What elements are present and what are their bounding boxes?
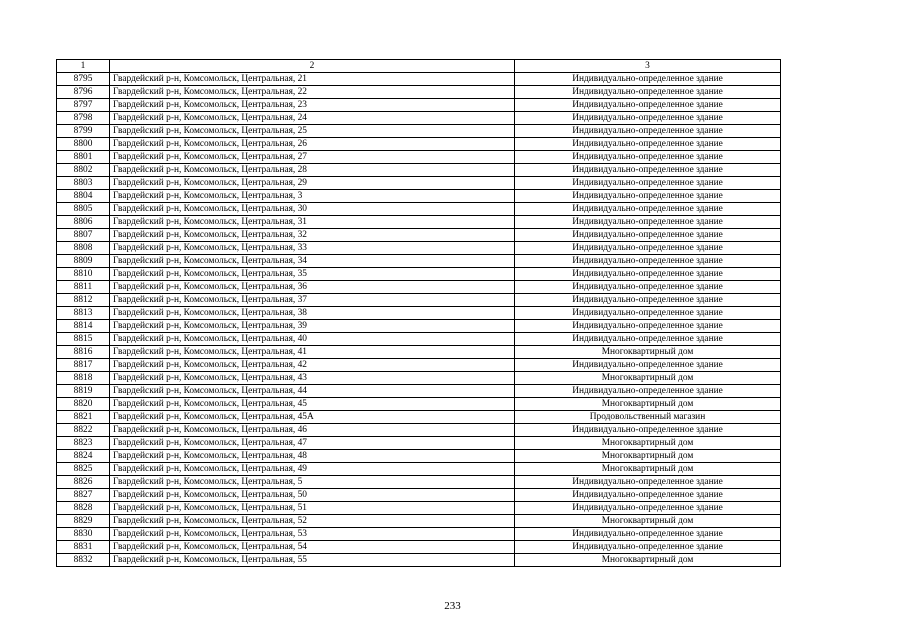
cell-address: Гвардейский р-н, Комсомольск, Центральная, 29 [110,177,515,190]
table-row [57,294,781,307]
table-row [57,489,781,502]
cell-address: Гвардейский р-н, Комсомольск, Центральная, 41 [110,346,515,359]
cell-number: 8804 [57,190,110,203]
cell-number: 8824 [57,450,110,463]
cell-address: Гвардейский р-н, Комсомольск, Центральная, 53 [110,528,515,541]
cell-number: 8819 [57,385,110,398]
cell-number: 8797 [57,99,110,112]
cell-number: 8830 [57,528,110,541]
cell-type: Многоквартирный дом [515,437,781,450]
cell-number: 8795 [57,73,110,86]
cell-type: Индивидуально-определенное здание [515,333,781,346]
table-row [57,255,781,268]
cell-number: 8827 [57,489,110,502]
cell-type: Многоквартирный дом [515,398,781,411]
table-row [57,450,781,463]
cell-number: 8805 [57,203,110,216]
cell-address: Гвардейский р-н, Комсомольск, Центральная, 31 [110,216,515,229]
cell-address: Гвардейский р-н, Комсомольск, Центральная, 43 [110,372,515,385]
table-row [57,463,781,476]
cell-address: Гвардейский р-н, Комсомольск, Центральная, 23 [110,99,515,112]
cell-type: Индивидуально-определенное здание [515,528,781,541]
cell-type: Индивидуально-определенное здание [515,476,781,489]
table-row [57,138,781,151]
cell-type: Индивидуально-определенное здание [515,307,781,320]
column-header-type: 3 [515,60,781,73]
cell-type: Индивидуально-определенное здание [515,229,781,242]
table-row [57,385,781,398]
table-row [57,398,781,411]
cell-address: Гвардейский р-н, Комсомольск, Центральная, 47 [110,437,515,450]
cell-type: Индивидуально-определенное здание [515,99,781,112]
page-number: 233 [444,600,461,612]
table-row [57,229,781,242]
cell-type: Индивидуально-определенное здание [515,216,781,229]
table-row [57,333,781,346]
table-row [57,320,781,333]
cell-type: Многоквартирный дом [515,463,781,476]
cell-address: Гвардейский р-н, Комсомольск, Центральная, 38 [110,307,515,320]
table-row [57,437,781,450]
cell-address: Гвардейский р-н, Комсомольск, Центральная, 49 [110,463,515,476]
cell-address: Гвардейский р-н, Комсомольск, Центральная, 45А [110,411,515,424]
table-row [57,151,781,164]
table-row [57,177,781,190]
table-row [57,190,781,203]
cell-number: 8832 [57,554,110,567]
cell-type: Индивидуально-определенное здание [515,112,781,125]
table-row [57,203,781,216]
cell-type: Многоквартирный дом [515,554,781,567]
cell-type: Индивидуально-определенное здание [515,138,781,151]
table-row [57,164,781,177]
cell-number: 8808 [57,242,110,255]
table-row [57,216,781,229]
cell-type: Индивидуально-определенное здание [515,268,781,281]
cell-type: Индивидуально-определенное здание [515,151,781,164]
cell-address: Гвардейский р-н, Комсомольск, Центральная, 37 [110,294,515,307]
cell-address: Гвардейский р-н, Комсомольск, Центральная, 52 [110,515,515,528]
cell-number: 8803 [57,177,110,190]
cell-number: 8816 [57,346,110,359]
cell-address: Гвардейский р-н, Комсомольск, Центральная, 48 [110,450,515,463]
table-row [57,125,781,138]
cell-address: Гвардейский р-н, Комсомольск, Центральная, 42 [110,359,515,372]
cell-number: 8812 [57,294,110,307]
cell-type: Индивидуально-определенное здание [515,177,781,190]
cell-number: 8829 [57,515,110,528]
cell-address: Гвардейский р-н, Комсомольск, Центральная, 24 [110,112,515,125]
cell-number: 8828 [57,502,110,515]
cell-address: Гвардейский р-н, Комсомольск, Центральная, 26 [110,138,515,151]
cell-address: Гвардейский р-н, Комсомольск, Центральная, 27 [110,151,515,164]
cell-address: Гвардейский р-н, Комсомольск, Центральная, 40 [110,333,515,346]
cell-type: Индивидуально-определенное здание [515,164,781,177]
table-row [57,346,781,359]
cell-type: Многоквартирный дом [515,515,781,528]
column-header-number: 1 [57,60,110,73]
cell-type: Индивидуально-определенное здание [515,125,781,138]
table-row [57,372,781,385]
cell-number: 8799 [57,125,110,138]
cell-type: Индивидуально-определенное здание [515,73,781,86]
cell-type: Индивидуально-определенное здание [515,86,781,99]
cell-number: 8826 [57,476,110,489]
cell-type: Индивидуально-определенное здание [515,502,781,515]
cell-number: 8820 [57,398,110,411]
table-row [57,86,781,99]
cell-address: Гвардейский р-н, Комсомольск, Центральная, 32 [110,229,515,242]
table-body [57,73,781,567]
table-row [57,476,781,489]
table-row [57,541,781,554]
cell-address: Гвардейский р-н, Комсомольск, Центральная, 54 [110,541,515,554]
cell-type: Индивидуально-определенное здание [515,281,781,294]
cell-address: Гвардейский р-н, Комсомольск, Центральная, 3 [110,190,515,203]
cell-type: Индивидуально-определенное здание [515,203,781,216]
cell-number: 8811 [57,281,110,294]
cell-address: Гвардейский р-н, Комсомольск, Центральная, 28 [110,164,515,177]
table-row [57,307,781,320]
table-row [57,554,781,567]
table-row [57,515,781,528]
cell-type: Индивидуально-определенное здание [515,242,781,255]
cell-number: 8825 [57,463,110,476]
cell-address: Гвардейский р-н, Комсомольск, Центральная, 21 [110,73,515,86]
table-row [57,502,781,515]
cell-address: Гвардейский р-н, Комсомольск, Центральная, 34 [110,255,515,268]
cell-address: Гвардейский р-н, Комсомольск, Центральная, 35 [110,268,515,281]
cell-type: Индивидуально-определенное здание [515,385,781,398]
table-row [57,268,781,281]
column-header-address: 2 [110,60,515,73]
cell-type: Индивидуально-определенное здание [515,359,781,372]
cell-number: 8821 [57,411,110,424]
cell-address: Гвардейский р-н, Комсомольск, Центральная, 44 [110,385,515,398]
cell-address: Гвардейский р-н, Комсомольск, Центральная, 55 [110,554,515,567]
cell-address: Гвардейский р-н, Комсомольск, Центральная, 25 [110,125,515,138]
cell-address: Гвардейский р-н, Комсомольск, Центральная, 33 [110,242,515,255]
cell-number: 8818 [57,372,110,385]
cell-number: 8813 [57,307,110,320]
cell-address: Гвардейский р-н, Комсомольск, Центральная, 46 [110,424,515,437]
cell-number: 8822 [57,424,110,437]
cell-number: 8823 [57,437,110,450]
table-row [57,99,781,112]
table-row [57,112,781,125]
table-row [57,411,781,424]
cell-number: 8817 [57,359,110,372]
cell-type: Индивидуально-определенное здание [515,320,781,333]
table-row [57,242,781,255]
cell-type: Индивидуально-определенное здание [515,294,781,307]
cell-number: 8815 [57,333,110,346]
cell-number: 8831 [57,541,110,554]
cell-number: 8814 [57,320,110,333]
table-header-row [57,60,781,73]
cell-address: Гвардейский р-н, Комсомольск, Центральная, 39 [110,320,515,333]
cell-number: 8809 [57,255,110,268]
cell-number: 8810 [57,268,110,281]
table-row [57,359,781,372]
cell-address: Гвардейский р-н, Комсомольск, Центральная, 50 [110,489,515,502]
table-row [57,424,781,437]
table-row [57,528,781,541]
cell-number: 8806 [57,216,110,229]
cell-type: Многоквартирный дом [515,372,781,385]
cell-address: Гвардейский р-н, Комсомольск, Центральная, 36 [110,281,515,294]
cell-number: 8798 [57,112,110,125]
cell-type: Индивидуально-определенное здание [515,424,781,437]
property-table [56,59,781,567]
cell-number: 8807 [57,229,110,242]
cell-number: 8796 [57,86,110,99]
cell-type: Индивидуально-определенное здание [515,255,781,268]
table-row [57,281,781,294]
cell-address: Гвардейский р-н, Комсомольск, Центральная, 5 [110,476,515,489]
cell-type: Продовольственный магазин [515,411,781,424]
cell-type: Многоквартирный дом [515,346,781,359]
cell-number: 8802 [57,164,110,177]
cell-type: Индивидуально-определенное здание [515,489,781,502]
cell-address: Гвардейский р-н, Комсомольск, Центральная, 51 [110,502,515,515]
cell-number: 8801 [57,151,110,164]
cell-address: Гвардейский р-н, Комсомольск, Центральная, 22 [110,86,515,99]
cell-type: Индивидуально-определенное здание [515,190,781,203]
cell-type: Индивидуально-определенное здание [515,541,781,554]
cell-address: Гвардейский р-н, Комсомольск, Центральная, 30 [110,203,515,216]
cell-type: Многоквартирный дом [515,450,781,463]
table-row [57,73,781,86]
cell-number: 8800 [57,138,110,151]
cell-address: Гвардейский р-н, Комсомольск, Центральная, 45 [110,398,515,411]
